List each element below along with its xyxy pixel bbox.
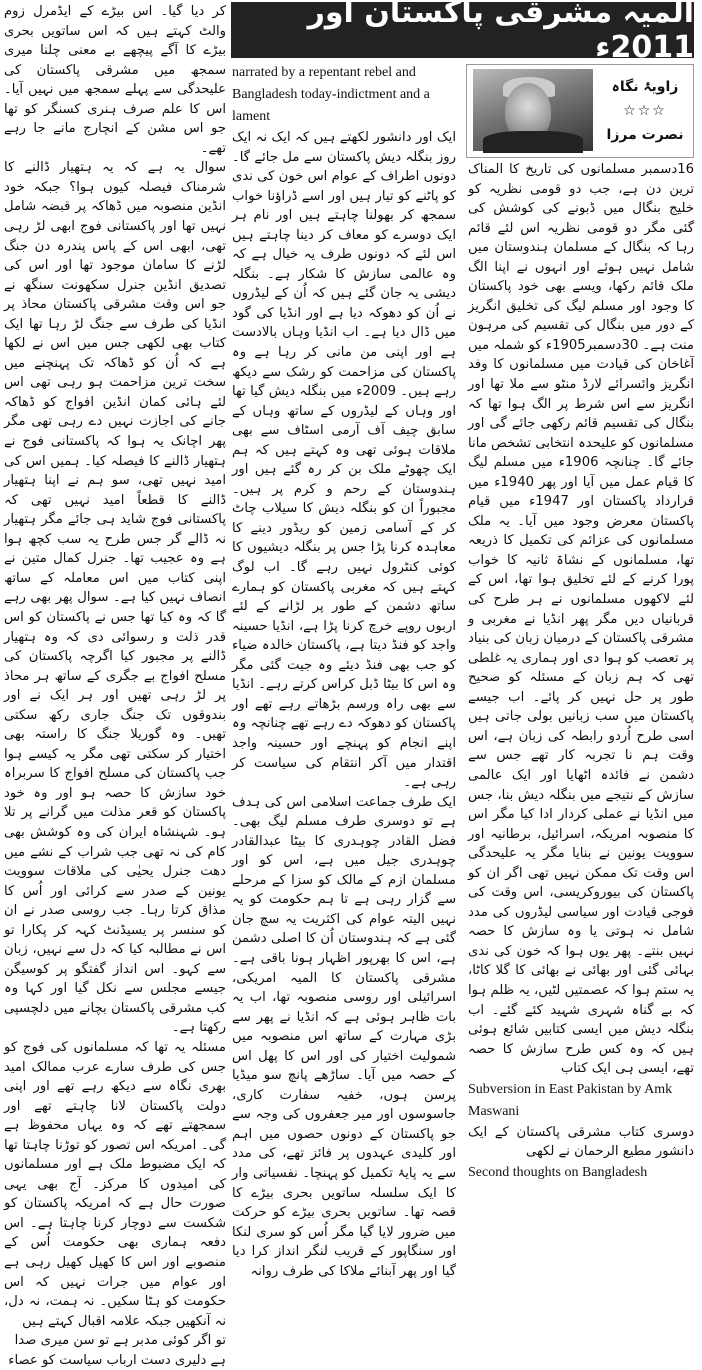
article-title: المیہ مشرقی پاکستان اور 2011ء: [307, 0, 694, 65]
paragraph: ایک طرف جماعت اسلامی اس کی ہدف ہے تو دوسری طرف مسلم لیگ بھی۔ فضل القادر چوہدری کا بیٹا عبدالقادر چوہدری جیل میں ہے، اس کو اور مسلمان ازم کے مالک کو سزا کے مرحلے سے گزار رہی ہے تا ہم حکومت کو یہ نہیں الیتہ عوام کی اکثریت یہ سچ جان گئی ہے کہ ہندوستان اُن کا اصلی دشمن ہے، اس کا بھرپور اظہار ہونا باقی ہے۔ مشرقی پاکستان کا المیہ امریکی، اسرائیلی اور روسی منصوبہ تھا، اب یہ بات ظاہر ہوئی ہے کہ انڈیا نے پھر سے بڑی مہارت کے ساتھ اس منصوبہ میں شمولیت اختیار کی اور اس کا پھل اس کے حصہ میں آیا۔ ساڑھے پانچ سو میڈیا پرسن ہوں، خفیہ سفارت کاری، جاسوسوں اور میر جعفروں کی وجہ سے جو پاکستان کے دونوں حصوں میں اہم اور کلیدی عہدوں پر فائز تھے، کی مدد سے یہ پایۂ تکمیل کو پہنچا۔ نفسیاتی وار کا ایک سلسلہ ساتویں بحری بیڑے کا قصہ تھا۔ ساتویں بحری بیڑے کو حرکت میں ضرور لایا گیا مگر اُس کو سری لنکا اور سنگاپور کے قریب لنگر انداز کرا دیا گیا اور پھر آبنائے ملاکا کی طرف روانہ: [232, 794, 456, 1279]
stars-decoration: ☆☆☆: [623, 103, 667, 119]
author-photo: [473, 69, 593, 151]
paragraph: کر دیا گیا۔ اس بیڑے کے ایڈمرل زوم والٹ کہتے ہیں کہ اس ساتویں بحری بیڑے کا آگے پیچھے بے معنی چلنا میری سمجھ میں مشرقی پاکستان کی علیحدگی سے پہلے سمجھ میں نہیں آیا۔ اس کا علم صرف ہنری کسنگر کو تھا جو اس مشن کے انچارج مانے جا رہے تھے۔: [4, 4, 226, 156]
article-title-banner: [231, 0, 694, 65]
verse-line: ہے دلیری دست ارباب سیاست کو عصاء: [8, 1352, 226, 1368]
author-name: نصرت مرزا: [606, 127, 684, 143]
author-byline-box: [466, 64, 694, 158]
paragraph: سوال یہ ہے کہ یہ ہتھیار ڈالنے کا شرمناک فیصلہ کیوں ہوا؟ جبکہ خود انڈین منصوبہ میں ڈھاکہ پر قبضہ شامل نہیں تھا اور پاکستانی فوج ابھی لڑ رہی تھی، ابھی اس کے پاس پندرہ دن جنگ لڑنے کا سامان موجود تھا اور اس کی تصدیق انڈین جنرل سکھونت سنگھ نے جو اس وقت مشرقی پاکستان محاذ پر انڈیا کی طرف سے جنگ لڑ رہا تھا ایک کتاب بھی لکھی جس میں اس نے لکھا ہے کہ اُن کو ڈھاکہ تک پہنچنے میں سخت ترین مزاحمت ہو رہی تھی اس لئے ہائی کمان انڈین افواج کو ڈھاکہ جانے کی اجازت نہیں دے رہی تھی مگر پھر اچانک یہ ہوا کہ پاکستانی فوج نے ہتھیار ڈالنے کا فیصلہ کیا۔ ہمیں اس کی امید نہیں تھی، سو ہم نے اپنا ہتھیار ڈالنے کا قطعاً امید نہیں تھی کہ پاکستانی فوج شاید ہی جائے مگر ہتھیار نہ ڈالے گر جس طرح یہ سب کچھ ہوا ہے وہ عجیب تھا۔ جنرل کمال متین نے اپنی کتاب میں اس معاملہ کے ساتھ انصاف نہیں کیا ہے۔ سوال پھر بھی رہے گا کہ وہ کیا تھا جس نے پاکستان کو اس قدر ذلت و رسوائی دی کہ وہ ہتھیار ڈالنے پر مجبور کیا اگرچہ پاکستان کی مسلح افواج بے جگری کے ساتھ ہر محاذ پر لڑ رہی تھیں اور ہر ایک نے اور بندوقوں تک جنگ جاری رکھ سکتی تھیں۔ وہ گوریلا جنگ کا راستہ بھی اختیار کر سکتی تھی مگر یہ کیسے ہوا جب پاکستان کی مسلح افواج کا سربراہ خود سازش کا حصہ ہو اور وہ خود پاکستان کو قعر مذلت میں گرانے پر تلا ہو۔ شہنشاہ ایران کی وہ کوشش بھی کام کی نہ تھی جب شراب کے نشے میں دھت جنرل یحیٰی کی ملاقات سوویت یونین کے صدر سے کرائی اور اُس کا مذاق کرتا رہا۔ جب روسی صدر نے ان کو سنسر پر یسیڈنٹ کہہ کر پکارا تو اس نے مطالبہ کیا کہ دل سے نہیں، زبان سے کہو۔ اس انداز گفتگو پر کوسیگن جیسے مجلس سے نکل گیا اور کہا وہ کب مشرقی پاکستان بچانے میں دلچسپی رکھتا ہے۔: [4, 160, 226, 1036]
book-title-english: Subversion in East Pakistan by Amk Maswani: [468, 1081, 673, 1119]
book-title-english: Second thoughts on Bangladesh: [468, 1164, 648, 1180]
paragraph: مسئلہ یہ تھا کہ مسلمانوں کی فوج کو جس کی طرف سارے عرب ممالک امید بھری نگاہ سے دیکھ رہے تھے اور اپنی دولت پاکستان لانا چاہتے تھے اور سمجھتے تھے کہ وہ یہاں محفوظ ہے گی۔ امریکہ اس تصور کو توڑنا چاہتا تھا کہ ایک مضبوط ملک ہے اور مسلمانوں کی امیدوں کا مرکز۔ آج بھی یہی صورت حال ہے کہ امریکہ پاکستان کو شکست سے دوچار کرنا چاہتا ہے۔ اس دفعہ ہماری بھی حکومت اُس کے منصوبے اور اس کا کھیل کھیل رہی ہے اور عوام میں جرات نہیں کہ اس حکومت کو ہٹا سکیں۔ نہ ہمت، نہ دل، نہ آنکھیں جبکہ علامہ اقبال کہتے ہیں: [4, 1039, 226, 1329]
paragraph: ایک اور دانشور لکھتے ہیں کہ ایک نہ ایک روز بنگلہ دیش پاکستان سے مل جائے گا۔ دونوں اطراف کے عوام اس خون کی ندی کو پاٹنے کو تیار ہیں اور اسے ڈراؤنا خواب سمجھ کر بھولنا چاہتے ہیں اور نام ہر ایک دوسرے کو معاف کر دینا چاہتے ہیں اس لئے کہ دونوں طرف یہ خیال ہے کہ وہ عالمی سازش کا شکار ہے۔ بنگلہ دیشی یہ جان گئے ہیں کہ اُن کے لیڈروں نے اُن کو دھوکہ دیا ہے اور انڈیا کی گود میں ڈال دیا ہے۔ اب انڈیا وہاں بالادست ہے اور اپنی من مانی کر رہا ہے وہ پاکستان کی مزاحمت کو رشک سے دیکھ رہے ہیں۔ 2009ء میں بنگلہ دیش گیا تھا اور وہاں کے لیڈروں کے ساتھ وہاں کے سابق چیف آف آرمی اسٹاف سے بھی ملاقات ہوئی تھی وہ کہتے ہیں کہ ہم ایک چھوٹے ملک بن کر رہ گئے ہیں اور ہندوستان کے رحم و کرم پر ہیں۔ مجبوراً ان کو بنگلہ دیش کا سیلاب چاٹ کر کے آسامی زمین کو ریڈور دینے کا معاہدہ کرنا پڑا جس پر بنگلہ دیشیوں کا کوئی کنٹرول نہیں رہے گا۔ اب لوگ کہتے ہیں کہ مغربی پاکستان کو ہمارے ساتھ دشمن کے طور پر لڑانے کے لئے اربوں روپے خرچ کرنا پڑا ہے، انڈیا حسینہ واجد کو فنڈ دیتا ہے، پاکستان خالدہ ضیاء کو جب بھی فنڈ دیئے وہ جیت گئی مگر وہ اس کا بیٹا ڈبل کراس کرتے رہے۔ انڈیا سے بھی راہ ورسم بڑھاتے رہے تھے اور پاکستان کو دھوکہ دے رہے تھے چنانچہ وہ اپنے انجام کو پہنچے اور حسینہ واجد اقتدار میں آکر انتقام کی سیاست کر رہی ہے۔: [232, 130, 456, 791]
verse-line: تو اگر کوئی مدبر ہے تو سن میری صدا: [14, 1333, 226, 1349]
article-column-right: [468, 160, 695, 1180]
paragraph: دوسری کتاب مشرقی پاکستان کے ایک دانشور مطیع الرحمان نے لکھی: [468, 1124, 694, 1160]
paragraph: 16دسمبر مسلمانوں کی تاریخ کا المناک ترین دن ہے، جب دو قومی نظریہ کو خلیج بنگال میں ڈبونے کی کوشش کی گئی مگر دو قومی نظریہ اس لئے قائم رہا کہ بنگال کے مسلمان ہندوستان میں شامل نہیں ہوئے اور انہوں نے اپنا الگ ملک قائم رکھا، ویسے بھی خود پاکستان کا وجود اور مسلم لیگ کی تخلیق انگریز کے دور میں بنگال کی تقسیم کی مرہون منت ہے۔ 30دسمبر1905ء کو شملہ میں آغاخان کی قیادت میں مسلمانوں کا وفد انگریز وائسرائے لارڈ منٹو سے ملا تھا اور انگریز سے اس شرط پر الگ ہوا تھا کہ بنگال کی تقسیم قائم رکھی جائے گی اور مسلمانوں کو علیحدہ انتخابی تشخص مانا جائے گا۔ چنانچہ 1906ء میں مسلم لیگ کا قیام عمل میں آیا اور پھر 1940ء میں قرارداد پاکستان اور 1947ء میں قیام پاکستان معرض وجود میں آیا۔ یہ ملک مسلمانوں کی عزائم کی تکمیل کا ذریعہ تھا، مسلمانوں کے نشاۃ ثانیہ کا خواب پورا کرنے کے لئے تخلیق ہوا تھا، اس کے لئے لاکھوں مسلمانوں نے ہر طرح کی قربانیاں دیں مگر پھر انڈیا نے مغربی و مشرقی پاکستان کے درمیان زبان کی بنیاد پر تعصب کو ہوا دی اور ہماری یہ غلطی تھی کہ ہم زبان کے مسئلہ کو صحیح طور پر حل نہیں کر پائے۔ اب جیسے پاکستان میں سب زبانیں بولی جاتی ہیں اسی طرح اُردو رابطہ کی زبان ہے، اس وقت ہم نا تجربہ کار تھے جس سے دشمن نے فائدہ اٹھایا اور ایک عالمی سازش کے نتیجے میں بنگلہ دیش بنا، جس میں انڈیا نے عملی کردار ادا کیا مگر اس کا منصوبہ امریکہ، اسرائیل، برطانیہ اور سوویت یونین نے بنایا مگر یہ علیحدگی اس وقت تک ممکن نہیں تھی اگر ان کو پاکستان کی بیوروکریسی، اس وقت کی فوجی قیادت اور سیاسی لیڈروں کی مدد شامل نہ ہوتی یا وہ سازش کا حصہ نہیں بنتے۔ پھر یوں ہوا کہ خون کی ندی بہائی گئی اور بھائی نے بھائی کا گلا کاٹا، یہ ستم ہوا کہ عصمتیں لٹیں، یہ ظلم ہوا کہ بے گناہ شہری شہید کئے گئے۔ اب بنگلہ دیش میں ایسی کتابیں شائع ہوئی ہیں کہ وہ کس طرح سازش کا حصہ تھے، ایسی ہی ایک کتاب: [468, 162, 695, 1077]
article-column-left: [4, 2, 226, 1368]
photo-suit: [483, 131, 583, 153]
book-title-english: narrated by a repentant rebel and Bangladesh today-indictment and a lament: [232, 65, 430, 124]
column-name: زاویۂ نگاہ: [611, 79, 679, 95]
byline-text: [603, 75, 687, 147]
article-column-middle: [232, 62, 456, 1279]
